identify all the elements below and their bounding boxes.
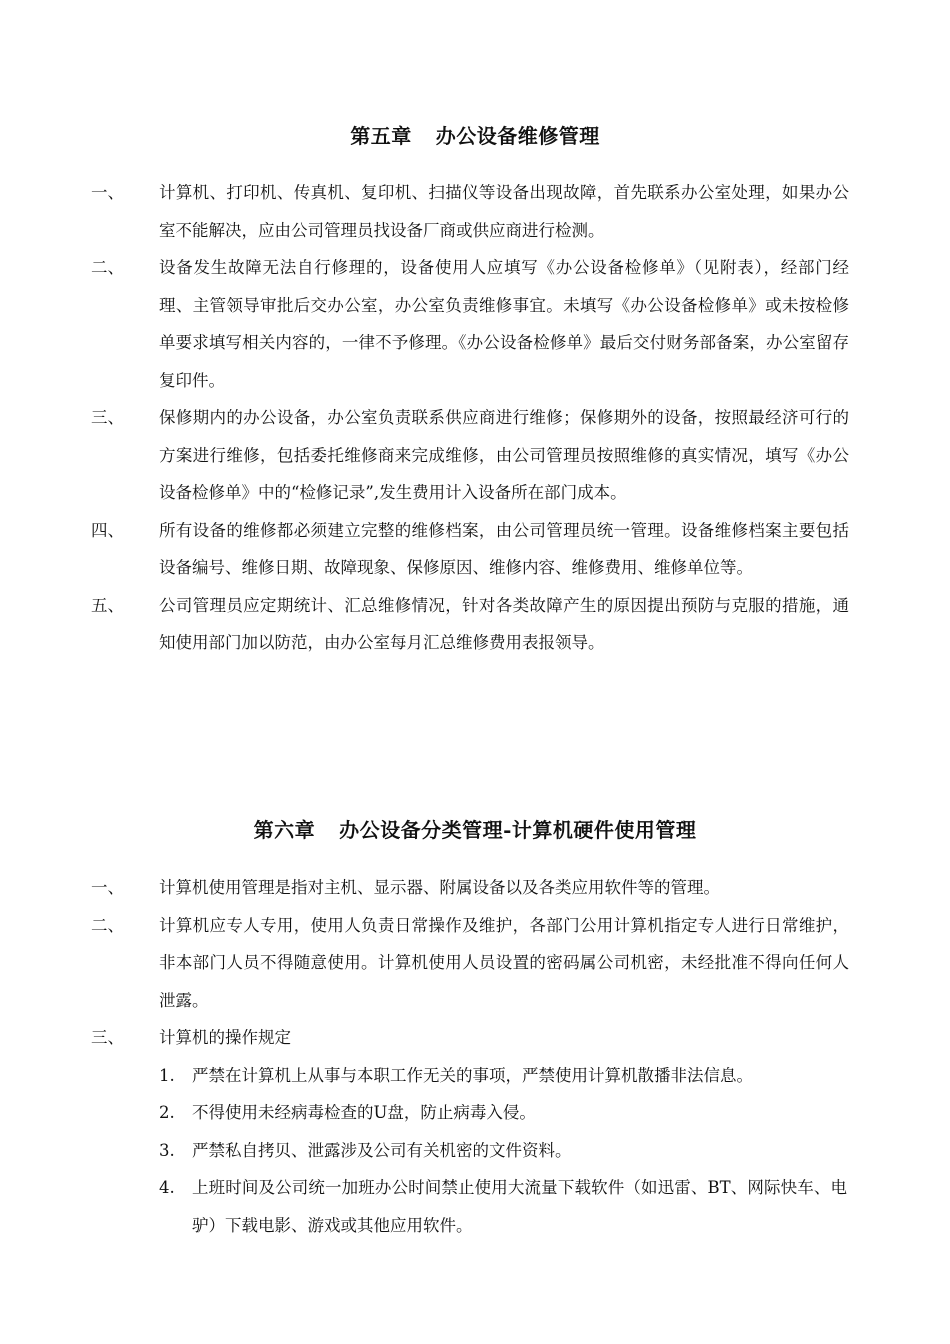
sub-list-item (0, 1057, 950, 1095)
list-item-text: 计算机、打印机、传真机、复印机、扫描仪等设备出现故障，首先联系办公室处理，如果办公室不能解决，应由公司管理员找设备厂商或供应商进行检测。 (159, 183, 849, 240)
sub-list-item-number: 1. (159, 1065, 175, 1085)
list-item-number: 一、 (91, 878, 124, 897)
list-item-text: 所有设备的维修都必须建立完整的维修档案，由公司管理员统一管理。设备维修档案主要包括设备编号、维修日期、故障现象、保修原因、维修内容、维修费用、维修单位等。 (159, 520, 849, 577)
list-item-text: 计算机的操作规定 (159, 1028, 291, 1047)
sub-list-item-number: 4. (159, 1178, 175, 1197)
sub-list-item-text: 严禁在计算机上从事与本职工作无关的事项，严禁使用计算机散播非法信息。 (192, 1065, 753, 1085)
chapter-5-title: 办公设备维修管理 (435, 124, 600, 148)
chapter-6-heading (0, 815, 950, 845)
list-item-number: 二、 (91, 915, 124, 935)
list-item (0, 174, 950, 249)
sub-list-item-number: 2. (159, 1103, 175, 1122)
chapter-5-heading (0, 121, 950, 151)
sub-list-item (0, 1132, 950, 1170)
list-item-number: 五、 (91, 595, 124, 615)
sub-list-item (0, 1094, 950, 1132)
chapter-6-list (0, 869, 950, 1244)
list-item (0, 587, 950, 662)
chapter-6-label: 第六章 (253, 818, 316, 842)
sub-list-item (0, 1169, 950, 1244)
list-item (0, 512, 950, 587)
chapter-6-title: 办公设备分类管理-计算机硬件使用管理 (339, 818, 697, 842)
list-item-text: 计算机应专人专用，使用人负责日常操作及维护，各部门公用计算机指定专人进行日常维护，非本部门人员不得随意使用。计算机使用人员设置的密码属公司机密，未经批准不得向任何人泄露。 (159, 915, 849, 1010)
list-item-text: 保修期内的办公设备，办公室负责联系供应商进行维修；保修期外的设备，按照最经济可行的方案进行维修，包括委托维修商来完成维修，由公司管理员按照维修的真实情况，填写《办公设备检修单》中的“检修记录”,发生费用计入设备所在部门成本。 (159, 408, 849, 502)
list-item-number: 一、 (91, 183, 124, 202)
sub-list-item-text: 不得使用未经病毒检查的U盘，防止病毒入侵。 (192, 1103, 536, 1122)
chapter-5-label: 第五章 (350, 124, 412, 148)
list-item (0, 869, 950, 907)
list-item-number: 三、 (91, 408, 124, 427)
list-item-text: 计算机使用管理是指对主机、显示器、附属设备以及各类应用软件等的管理。 (159, 878, 720, 897)
chapter-5-list (0, 174, 950, 662)
list-item (0, 399, 950, 512)
list-item (0, 1019, 950, 1057)
sub-list-item-text: 严禁私自拷贝、泄露涉及公司有关机密的文件资料。 (192, 1140, 572, 1160)
sub-list-item-text: 上班时间及公司统一加班办公时间禁止使用大流量下载软件（如迅雷、BT、网际快车、电驴）下载电影、游戏或其他应用软件。 (192, 1178, 847, 1235)
sub-list-item-number: 3. (159, 1140, 175, 1160)
list-item-text: 公司管理员应定期统计、汇总维修情况，针对各类故障产生的原因提出预防与克服的措施，通知使用部门加以防范，由办公室每月汇总维修费用表报领导。 (159, 595, 849, 652)
list-item-number: 三、 (91, 1028, 124, 1047)
list-item-text: 设备发生故障无法自行修理的，设备使用人应填写《办公设备检修单》（见附表），经部门经理、主管领导审批后交办公室，办公室负责维修事宜。未填写《办公设备检修单》或未按检修单要求填写相关内容的，一律不予修理。《办公设备检修单》最后交付财务部备案，办公室留存复印件。 (159, 258, 849, 390)
list-item (0, 249, 950, 399)
list-item (0, 907, 950, 1020)
list-item-number: 四、 (91, 520, 124, 540)
list-item-number: 二、 (91, 258, 124, 277)
